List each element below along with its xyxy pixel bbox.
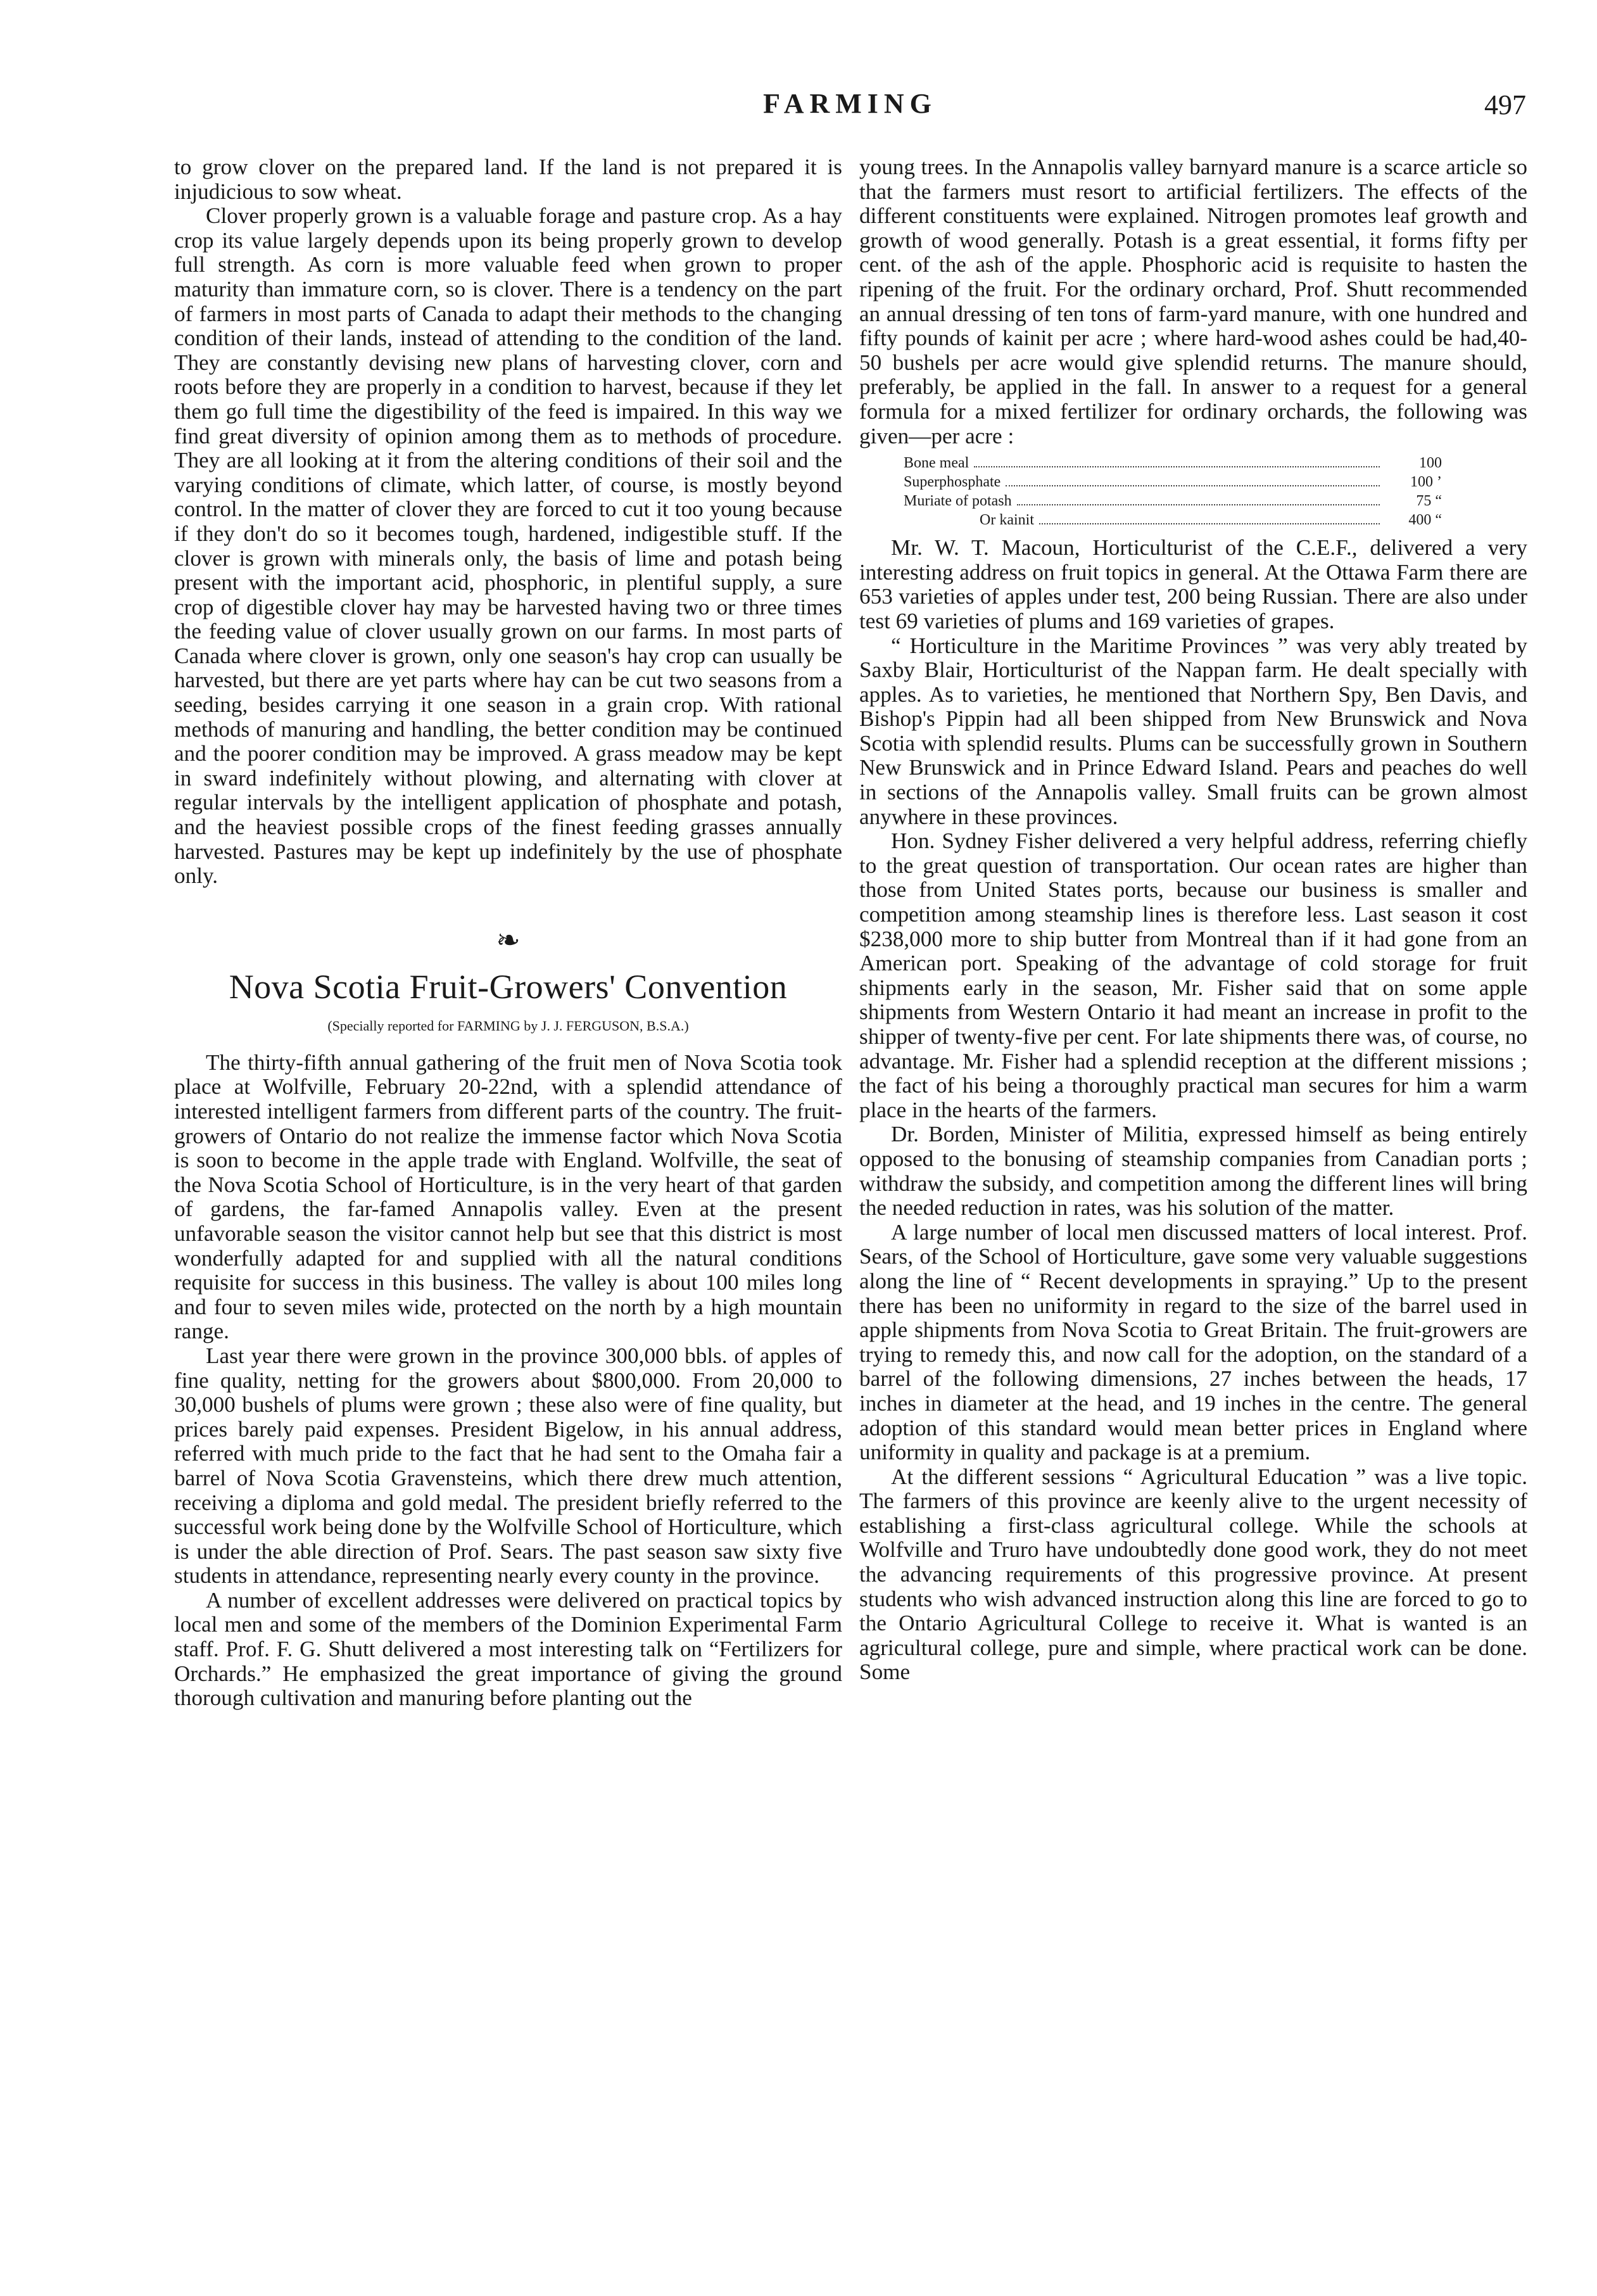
paragraph: Hon. Sydney Fisher delivered a very helpful address, referring chiefly to the great question of transportation. Our ocean rates are higher than those from United States ports, because our business is smaller and competition among steamship lines is therefore less. Last season it cost $238,000 more to ship butter from Montreal than if it had gone from an American port. Speaking of the advantage of cold storage for fruit shipments early in the season, Mr. Fisher said that on some apple shipments from Western Ontario it had meant an increase in profit to the shipper of twenty-five per cent. For late shipments there was, of course, no advantage. Mr. Fisher had a splendid reception at the different missions ; the fact of his being a thoroughly practical man secures for him a warm place in the hearts of the farmers.	[859, 828, 1527, 1122]
formula-item-label: Muriate of potash	[904, 493, 1012, 510]
formula-item-value: 75 “	[1416, 493, 1442, 510]
page-header	[174, 87, 1526, 132]
table-row	[904, 473, 1442, 492]
paragraph: A large number of local men discussed matters of local interest. Prof. Sears, of the School of Horticulture, gave some very valuable suggestions along the line of “ Recent developments in spraying.” Up to the present there has been no uniformity in regard to the size of the barrel used in apple shipments from Nova Scotia to Great Britain. The fruit-growers are trying to remedy this, and now call for the adoption, on the standard of a barrel of the following dimensions, 27 inches between the heads, 17 inches in diameter at the head, and 19 inches in the centre. The general adoption of this standard would mean better prices in England where uniformity in quality and package is at a premium.	[859, 1219, 1527, 1465]
formula-item-value: 100	[1419, 455, 1442, 472]
paragraph: Mr. W. T. Macoun, Horticulturist of the C.E.F., delivered a very interesting address on fruit topics in general. At the Ottawa Farm there are 653 varieties of apples under test, 200 being Russian. There are also under test 69 varieties of plums and 169 varieties of grapes.	[859, 535, 1527, 633]
formula-item-value: 400 “	[1408, 512, 1442, 529]
table-row	[904, 492, 1442, 511]
paragraph: young trees. In the Annapolis valley barnyard manure is a scarce article so that the farmers must resort to artificial fertilizers. The effects of the different constituents were explained. Nitrogen promotes leaf growth and growth of wood generally. Potash is a great essential, it forms fifty per cent. of the ash of the apple. Phosphoric acid is requisite to hasten the ripening of the fruit. For the ordinary orchard, Prof. Shutt recommended an annual dressing of ten tons of farm-yard manure, with one hundred and fifty pounds of kainit per acre ; where hard-wood ashes could be had,40-50 bushels per acre would give splendid returns. The manure should, preferably, be applied in the fall. In answer to a request for a general formula for a mixed fertilizer for ordinary orchards, the following was given—per acre :	[859, 155, 1527, 448]
left-column	[174, 155, 842, 2239]
formula-item-label: Or kainit	[980, 512, 1034, 529]
formula-item-value: 100 ’	[1410, 474, 1442, 491]
dot-leader	[1017, 504, 1380, 505]
paragraph: A number of excellent addresses were delivered on practical topics by local men and some of the members of the Dominion Experimental Farm staff. Prof. F. G. Shutt delivered a most interesting talk on “Fertilizers for Orchards.” He emphasized the great importance of giving the ground thorough cultivation and manuring before planting out the	[174, 1587, 842, 1711]
table-row	[904, 453, 1442, 473]
paragraph: The thirty-fifth annual gathering of the fruit men of Nova Scotia took place at Wolfville, February 20-22nd, with a splendid attendance of interested intelligent farmers from different parts of the country. The fruit-growers of Ontario do not realize the immense factor which Nova Scotia is soon to become in the apple trade with England. Wolfville, the seat of the Nova Scotia School of Horticulture, is in the very heart of that garden of gardens, the far-famed Annapolis valley. Even at the present unfavorable season the visitor cannot help but see that this district is most wonderfully adapted for and supplied with all the natural conditions requisite for success in this business. The valley is about 100 miles long and four to seven miles wide, protected on the north by a high mountain range.	[174, 1050, 842, 1344]
paragraph: Last year there were grown in the province 300,000 bbls. of apples of fine quality, netting for the growers about $800,000. From 20,000 to 30,000 bushels of plums were grown ; these also were of fine quality, but prices barely paid expenses. President Bigelow, in his annual address, referred with much pride to the fact that he had sent to the Omaha fair a barrel of Nova Scotia Gravensteins, which there drew much attention, receiving a diploma and gold medal. The president briefly referred to the successful work being done by the Wolfville School of Horticulture, which is under the able direction of Prof. Sears. The past season saw sixty five students in attendance, representing nearly every county in the province.	[174, 1343, 842, 1589]
paragraph: “ Horticulture in the Maritime Provinces ” was very ably treated by Saxby Blair, Horticulturist of the Nappan farm. He dealt specially with apples. As to varieties, he mentioned that Northern Spy, Ben Davis, and Bishop's Pippin had all been shipped from New Brunswick and Nova Scotia with splendid results. Plums can be successfully grown in Southern New Brunswick and in Prince Edward Island. Pears and peaches do well in sections of the Annapolis valley. Small fruits can be grown almost anywhere in these provinces.	[859, 633, 1527, 829]
dot-leader	[1039, 523, 1380, 524]
dot-leader	[1006, 485, 1380, 486]
section-ornament: ❧	[496, 923, 521, 956]
table-row	[904, 511, 1442, 530]
fertilizer-formula-table	[904, 453, 1442, 530]
article-heading: Nova Scotia Fruit-Growers' Convention	[229, 967, 788, 1006]
paragraph: At the different sessions “ Agricultural Education ” was a live topic. The farmers of this province are keenly alive to the urgent necessity of establishing a first-class agricultural college. While the schools at Wolfville and Truro have undoubtedly done good work, they do not meet the advancing requirements of this progressive province. At present students who wish advanced instruction along this line are forced to go to the Ontario Agricultural College to receive it. What is wanted is an agricultural college, pure and simple, where practical work can be done. Some	[859, 1464, 1527, 1685]
running-title: FARMING	[763, 88, 937, 119]
article-byline: (Specially reported for FARMING by J. J. FERGUSON, B.S.A.)	[327, 1017, 689, 1034]
paragraph: Dr. Borden, Minister of Militia, expressed himself as being entirely opposed to the bonusing of steamship companies from Canadian ports ; withdraw the subsidy, and competition among the different lines will bring the needed reduction in rates, was his solution of the matter.	[859, 1122, 1527, 1221]
formula-item-label: Bone meal	[904, 455, 969, 472]
formula-item-label: Superphosphate	[904, 474, 1001, 491]
paragraph: Clover properly grown is a valuable forage and pasture crop. As a hay crop its value largely depends upon its being properly grown to develop full strength. As corn is more valuable feed when grown to proper maturity than immature corn, so is clover. There is a tendency on the part of farmers in most parts of Canada to adapt their methods to the changing condition of their lands, instead of attending to the condition of the land. They are constantly devising new plans of harvesting clover, corn and roots before they are properly in a condition to harvest, because if they let them go full time the digestibility of the feed is impaired. In this way we find great diversity of opinion among them as to methods of procedure. They are all looking at it from the altering conditions of their soil and the varying conditions of climate, which latter, of course, is mostly beyond control. In the matter of clover they are forced to cut it too young because if they don't do so it becomes tough, hardened, indigestible stuff. If the clover is grown with minerals only, the basis of lime and potash being present with the important acid, phosphoric, in plentiful supply, a sure crop of digestible clover hay may be harvested having two or three times the feeding value of clover usually grown on our farms. In most parts of Canada where clover is grown, only one season's hay crop can usually be harvested, but there are yet parts where hay can be cut two seasons from a seeding, besides carrying it one season in a grain crop. With rational methods of manuring and handling, the better condition may be continued and the poorer condition may be improved. A grass meadow may be kept in sward indefinitely without plowing, and alternating with clover at regular intervals by the intelligent application of phosphate and potash, and the heaviest possible crops of the finest feeding grasses annually harvested. Pastures may be kept up indefinitely by the use of phosphate only.	[174, 203, 842, 889]
page-number: 497	[1484, 89, 1526, 120]
paragraph: to grow clover on the prepared land. If the land is not prepared it is injudicious to sow wheat.	[174, 155, 842, 204]
right-column	[859, 155, 1527, 2239]
dot-leader	[974, 466, 1380, 467]
